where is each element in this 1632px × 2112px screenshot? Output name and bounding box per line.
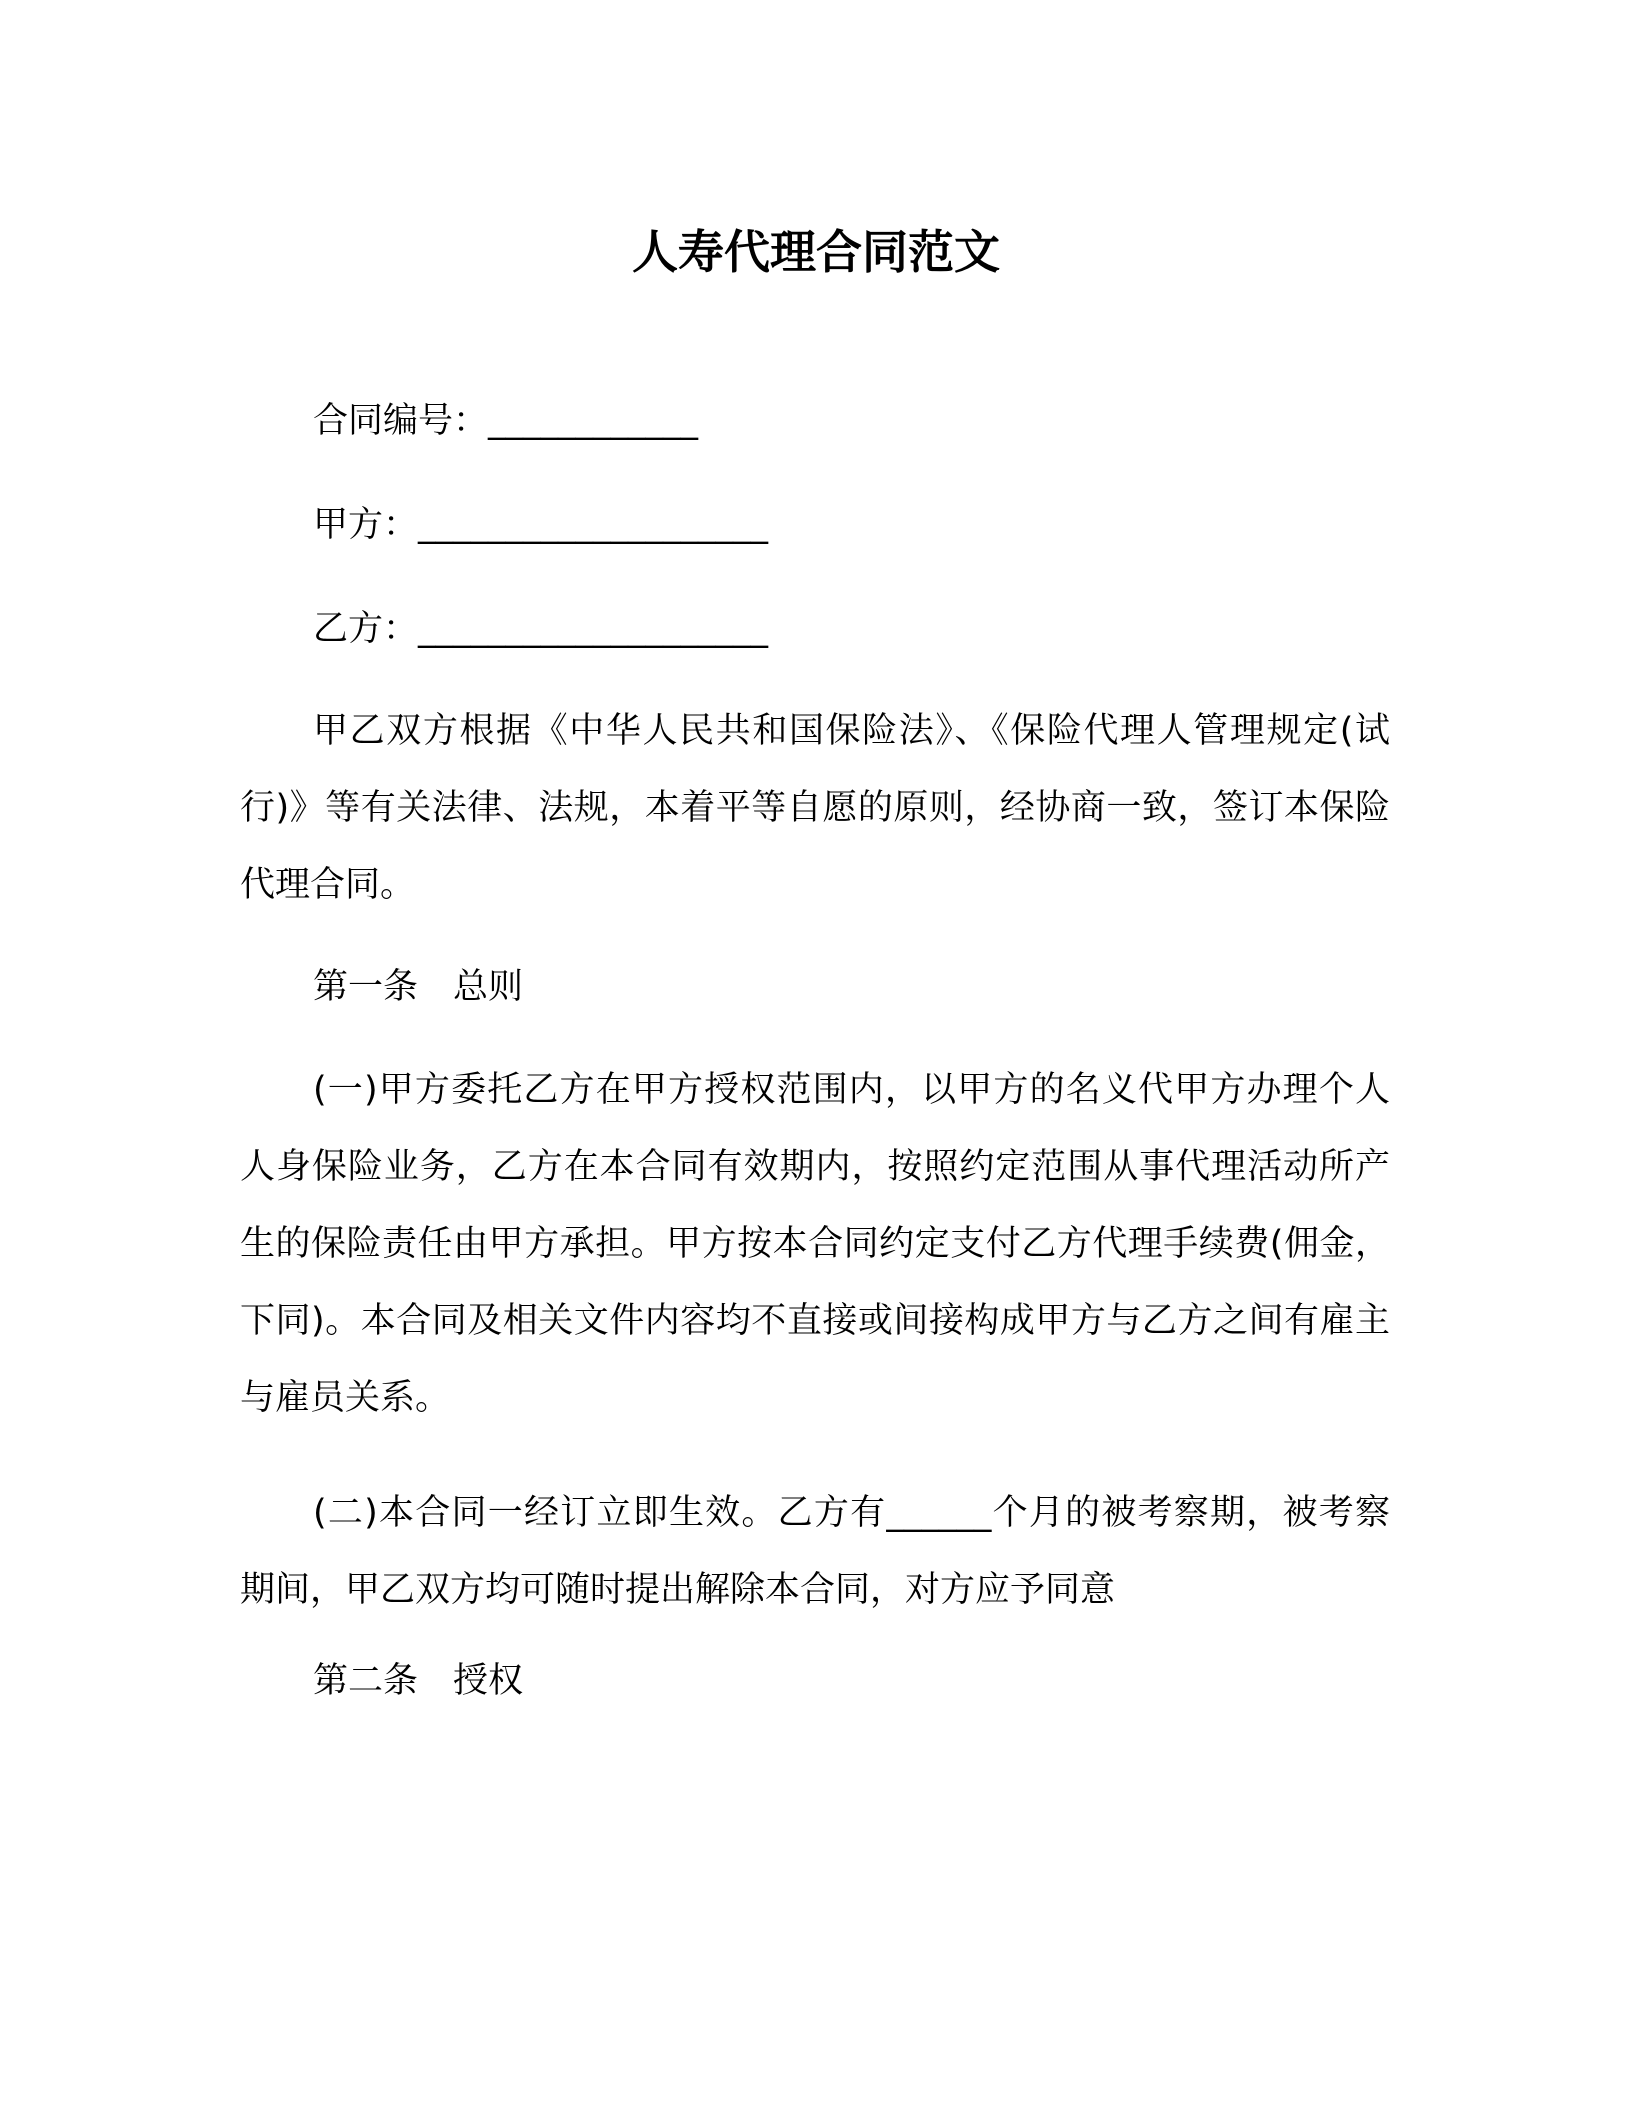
- preamble-paragraph: 甲乙双方根据《中华人民共和国保险法》、《保险代理人管理规定(试行)》等有关法律、法规，本着平等自愿的原则，经协商一致，签订本保险代理合同。: [240, 711, 1390, 905]
- party-a-field: 甲方：____________________: [313, 505, 769, 545]
- article-1-heading: 第一条 总则: [313, 967, 524, 1007]
- article-1-clause-2: (二)本合同一经订立即生效。乙方有______个月的被考察期，被考察期间，甲乙双方均可随时提出解除本合同，对方应予同意: [240, 1493, 1390, 1610]
- party-b-field: 乙方：____________________: [313, 609, 769, 649]
- article-2-heading: 第二条 授权: [313, 1661, 524, 1701]
- document-title: 人寿代理合同范文: [632, 225, 1000, 279]
- contract-number-field: 合同编号：____________: [313, 401, 699, 441]
- article-1-clause-1: (一)甲方委托乙方在甲方授权范围内，以甲方的名义代甲方办理个人人身保险业务，乙方在本合同有效期内，按照约定范围从事代理活动所产生的保险责任由甲方承担。甲方按本合同约定支付乙方代理手续费(佣金，下同)。本合同及相关文件内容均不直接或间接构成甲方与乙方之间有雇主与雇员关系。: [240, 1070, 1390, 1418]
